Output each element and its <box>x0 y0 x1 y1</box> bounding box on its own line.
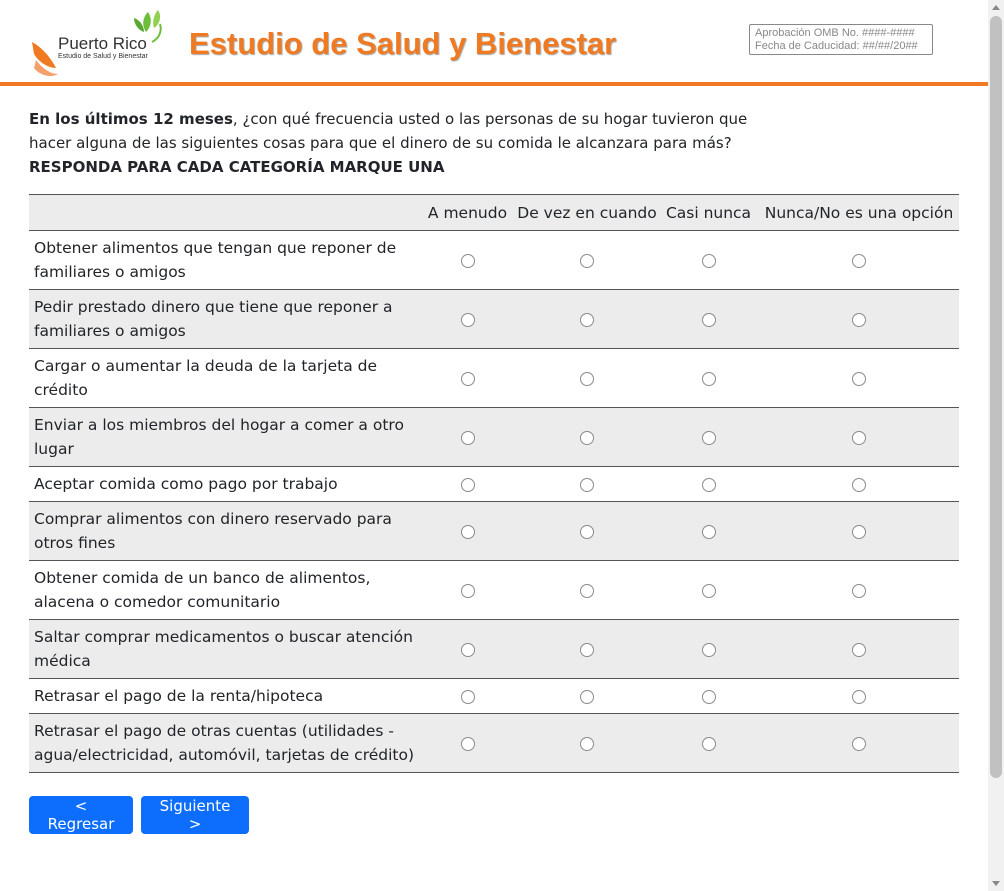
radio-often[interactable] <box>461 313 475 327</box>
grid-cell <box>759 408 959 467</box>
response-grid <box>29 194 959 773</box>
grid-cell <box>759 561 959 620</box>
grid-header-row <box>29 195 959 231</box>
grid-row-label: Enviar a los miembros del hogar a comer a otro lugar <box>29 408 419 467</box>
radio-never[interactable] <box>852 431 866 445</box>
radio-sometimes[interactable] <box>580 584 594 598</box>
radio-often[interactable] <box>461 431 475 445</box>
grid-cell <box>759 714 959 773</box>
grid-row <box>29 408 959 467</box>
radio-often[interactable] <box>461 478 475 492</box>
grid-cell <box>516 620 658 679</box>
grid-cell <box>759 679 959 714</box>
back-button[interactable]: < Regresar <box>29 796 133 834</box>
grid-cell <box>419 349 516 408</box>
hand-leaf-icon <box>30 38 60 78</box>
radio-rarely[interactable] <box>702 431 716 445</box>
question-lead: En los últimos 12 meses <box>29 110 233 128</box>
radio-never[interactable] <box>852 737 866 751</box>
radio-sometimes[interactable] <box>580 643 594 657</box>
grid-cell <box>658 408 759 467</box>
radio-sometimes[interactable] <box>580 431 594 445</box>
radio-never[interactable] <box>852 313 866 327</box>
grid-cell <box>419 502 516 561</box>
grid-cell <box>658 502 759 561</box>
radio-sometimes[interactable] <box>580 313 594 327</box>
column-header-never: Nunca/No es una opción <box>759 195 959 231</box>
radio-often[interactable] <box>461 372 475 386</box>
grid-cell <box>759 231 959 290</box>
grid-cell <box>658 231 759 290</box>
radio-never[interactable] <box>852 584 866 598</box>
grid-row <box>29 502 959 561</box>
puerto-rico-logo <box>30 10 170 80</box>
grid-cell <box>419 408 516 467</box>
radio-sometimes[interactable] <box>580 690 594 704</box>
radio-rarely[interactable] <box>702 584 716 598</box>
grid-row <box>29 349 959 408</box>
omb-approval-box <box>749 24 933 55</box>
grid-cell <box>516 290 658 349</box>
radio-sometimes[interactable] <box>580 525 594 539</box>
grid-header-blank <box>29 195 419 231</box>
grid-row <box>29 561 959 620</box>
radio-rarely[interactable] <box>702 525 716 539</box>
grid-cell <box>516 408 658 467</box>
grid-row-label: Pedir prestado dinero que tiene que reponer a familiares o amigos <box>29 290 419 349</box>
grid-row-label: Obtener alimentos que tengan que reponer de familiares o amigos <box>29 231 419 290</box>
grid-cell <box>419 231 516 290</box>
next-button[interactable]: Siguiente > <box>141 796 249 834</box>
radio-never[interactable] <box>852 525 866 539</box>
grid-cell <box>516 561 658 620</box>
grid-row <box>29 679 959 714</box>
grid-cell <box>759 502 959 561</box>
radio-never[interactable] <box>852 690 866 704</box>
radio-rarely[interactable] <box>702 690 716 704</box>
grid-row-label: Aceptar comida como pago por trabajo <box>29 467 419 502</box>
vertical-scrollbar[interactable] <box>988 0 1004 891</box>
grid-cell <box>658 679 759 714</box>
grid-row <box>29 290 959 349</box>
scroll-up-arrow-icon[interactable] <box>992 5 1000 10</box>
grid-cell <box>419 714 516 773</box>
grid-cell <box>516 467 658 502</box>
grid-row <box>29 714 959 773</box>
logo-name: Puerto Rico <box>58 34 147 53</box>
radio-rarely[interactable] <box>702 737 716 751</box>
grid-cell <box>516 679 658 714</box>
grid-cell <box>419 561 516 620</box>
grid-cell <box>759 290 959 349</box>
grid-cell <box>516 502 658 561</box>
grid-row <box>29 467 959 502</box>
grid-cell <box>516 231 658 290</box>
question-text <box>29 107 749 179</box>
grid-cell <box>658 290 759 349</box>
grid-cell <box>419 620 516 679</box>
radio-never[interactable] <box>852 254 866 268</box>
grid-cell <box>419 290 516 349</box>
logo-subtitle: Estudio de Salud y Bienestar <box>58 53 148 60</box>
grid-row-label: Cargar o aumentar la deuda de la tarjeta de crédito <box>29 349 419 408</box>
grid-row-label: Saltar comprar medicamentos o buscar atención médica <box>29 620 419 679</box>
grid-row <box>29 231 959 290</box>
grid-cell <box>658 467 759 502</box>
column-header-often: A menudo <box>419 195 516 231</box>
grid-cell <box>658 714 759 773</box>
scroll-down-arrow-icon[interactable] <box>992 881 1000 886</box>
page-header <box>0 0 988 86</box>
radio-never[interactable] <box>852 372 866 386</box>
grid-cell <box>658 349 759 408</box>
radio-rarely[interactable] <box>702 643 716 657</box>
grid-cell <box>658 620 759 679</box>
radio-often[interactable] <box>461 643 475 657</box>
omb-number: Aprobación OMB No. ####-#### <box>755 27 915 39</box>
radio-sometimes[interactable] <box>580 478 594 492</box>
radio-rarely[interactable] <box>702 372 716 386</box>
radio-rarely[interactable] <box>702 478 716 492</box>
grid-row-label: Retrasar el pago de la renta/hipoteca <box>29 679 419 714</box>
question-instruction: RESPONDA PARA CADA CATEGORÍA MARQUE UNA <box>29 158 445 176</box>
grid-cell <box>759 349 959 408</box>
grid-row-label: Obtener comida de un banco de alimentos, alacena o comedor comunitario <box>29 561 419 620</box>
grid-cell <box>759 620 959 679</box>
grid-cell <box>658 561 759 620</box>
page-title: Estudio de Salud y Bienestar <box>189 26 617 61</box>
grid-row-label: Comprar alimentos con dinero reservado para otros fines <box>29 502 419 561</box>
radio-often[interactable] <box>461 737 475 751</box>
grid-cell <box>516 714 658 773</box>
grid-row-label: Retrasar el pago de otras cuentas (utilidades - agua/electricidad, automóvil, tarjetas de crédito) <box>29 714 419 773</box>
grid-cell <box>419 467 516 502</box>
radio-often[interactable] <box>461 690 475 704</box>
radio-sometimes[interactable] <box>580 254 594 268</box>
radio-never[interactable] <box>852 478 866 492</box>
radio-often[interactable] <box>461 525 475 539</box>
omb-expiration: Fecha de Caducidad: ##/##/20## <box>755 40 918 52</box>
radio-often[interactable] <box>461 584 475 598</box>
column-header-rarely: Casi nunca <box>658 195 759 231</box>
grid-cell <box>419 679 516 714</box>
scroll-thumb[interactable] <box>990 16 1002 778</box>
radio-rarely[interactable] <box>702 313 716 327</box>
radio-sometimes[interactable] <box>580 737 594 751</box>
grid-row <box>29 620 959 679</box>
radio-often[interactable] <box>461 254 475 268</box>
radio-never[interactable] <box>852 643 866 657</box>
grid-cell <box>516 349 658 408</box>
radio-sometimes[interactable] <box>580 372 594 386</box>
question-body: , ¿con qué frecuencia usted o las personas de su hogar tuvieron que hacer alguna de las siguientes cosas para que el dinero de su comida le alcanzara para más? <box>29 110 748 152</box>
radio-rarely[interactable] <box>702 254 716 268</box>
grid-cell <box>759 467 959 502</box>
column-header-sometimes: De vez en cuando <box>516 195 658 231</box>
